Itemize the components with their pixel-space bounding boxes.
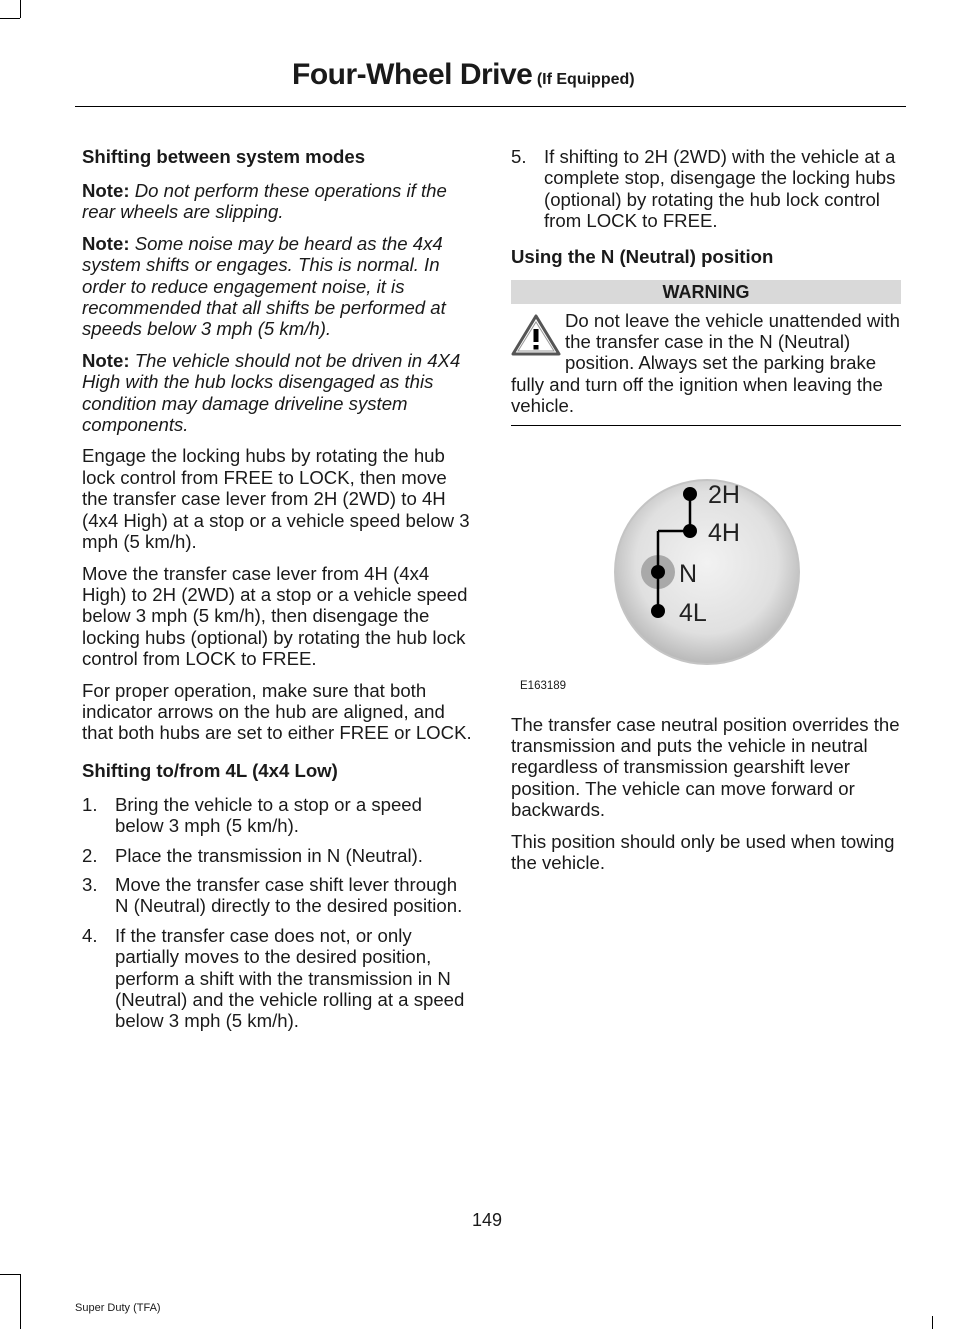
crop-mark [20, 0, 21, 18]
step-text: If shifting to 2H (2WD) with the vehicle at a complete stop, disengage the locking hubs (optional) by rotating the hub lock control from LOCK to FREE. [544, 146, 896, 232]
crop-mark [20, 1274, 21, 1329]
steps-list [82, 794, 472, 1032]
crop-mark [932, 1316, 933, 1329]
step-text: Bring the vehicle to a stop or a speed below 3 mph (5 km/h). [115, 793, 422, 837]
note-label: Note: [82, 349, 130, 371]
position-dot [683, 487, 697, 501]
step-text: If the transfer case does not, or only partially moves to the desired position, perform a shift with the transmission in N (Neutral) and the vehicle rolling at a speed below 3 mph (5 km/h). [115, 924, 465, 1032]
note-label: Note: [82, 232, 130, 254]
step-text: Move the transfer case shift lever through N (Neutral) directly to the desired position. [115, 873, 463, 917]
note [82, 350, 472, 436]
crop-mark [0, 18, 20, 19]
position-dot [651, 604, 665, 618]
position-label: N [679, 559, 698, 588]
step-number: 4. [82, 924, 98, 946]
shift-pattern-diagram [609, 479, 809, 665]
page-header [75, 56, 906, 107]
figure-code: E163189 [520, 679, 567, 692]
step-number: 1. [82, 793, 98, 815]
note-text: The vehicle should not be driven in 4X4 High with the hub locks disengaged as this condition may damage driveline system components. [82, 349, 461, 436]
list-item [511, 146, 901, 232]
crop-mark [0, 1274, 20, 1275]
note-text: Do not perform these operations if the rear wheels are slipping. [82, 180, 447, 223]
step-number: 5. [511, 146, 527, 167]
paragraph: Move the transfer case lever from 4H (4x4 High) to 2H (2WD) at a stop or a vehicle speed below 3 mph (5 km/h), then disengage the locking hubs (optional) by rotating the hub lock control from LOCK to FREE. [82, 562, 468, 670]
warning-label: WARNING [511, 280, 901, 304]
steps-list-continued [511, 146, 901, 232]
paragraph: The transfer case neutral position overrides the transmission and puts the vehicle in neutral regardless of transmission gearshift lever position. The vehicle can move forward or backwards. [511, 713, 900, 821]
heading-system-modes: Shifting between system modes [82, 146, 366, 167]
paragraph: For proper operation, make sure that both indicator arrows on the hub are aligned, and that both hubs are set to either FREE or LOCK. [82, 679, 472, 744]
note [82, 233, 472, 340]
paragraph: Engage the locking hubs by rotating the hub lock control from FREE to LOCK, then move the transfer case lever from 2H (2WD) to 4H (4x4 High) at a stop or a vehicle speed below 3 mph (5 km/h). [82, 445, 470, 553]
footer-doc-name: Super Duty (TFA) [75, 1302, 161, 1314]
position-label: 4L [679, 598, 707, 627]
position-label: 4H [708, 518, 740, 547]
list-item [82, 794, 472, 837]
heading-neutral: Using the N (Neutral) position [511, 245, 774, 267]
page-number: 149 [472, 1210, 503, 1230]
heading-4l: Shifting to/from 4L (4x4 Low) [82, 759, 338, 781]
position-dot [651, 565, 665, 579]
note-label: Note: [82, 180, 130, 201]
note-text: Some noise may be heard as the 4x4 system shifts or engages. This is normal. In order to reduce engagement noise, it is recommended that all shifts be performed at speeds below 3 mph (5 km/h). [82, 232, 446, 340]
list-item [82, 925, 472, 1032]
page-title [292, 58, 635, 92]
warning-text: Do not leave the vehicle unattended with the transfer case in the N (Neutral) position. Always set the parking brake fully and turn off the ignition when leaving the vehicle. [511, 309, 900, 417]
position-dot [683, 524, 697, 538]
paragraph: This position should only be used when towing the vehicle. [511, 830, 895, 874]
step-number: 3. [82, 873, 98, 895]
transfer-case-figure [511, 426, 901, 714]
list-item [82, 874, 472, 917]
list-item [82, 845, 472, 866]
warning-box [511, 310, 901, 426]
title-main: Four-Wheel Drive [292, 58, 533, 91]
title-subtitle: (If Equipped) [536, 71, 635, 88]
warning-triangle-icon [511, 314, 561, 356]
left-column [82, 146, 472, 1040]
note [82, 180, 472, 223]
position-label: 2H [708, 480, 740, 509]
step-number: 2. [82, 844, 98, 866]
right-column [511, 146, 901, 884]
step-text: Place the transmission in N (Neutral). [115, 844, 423, 866]
